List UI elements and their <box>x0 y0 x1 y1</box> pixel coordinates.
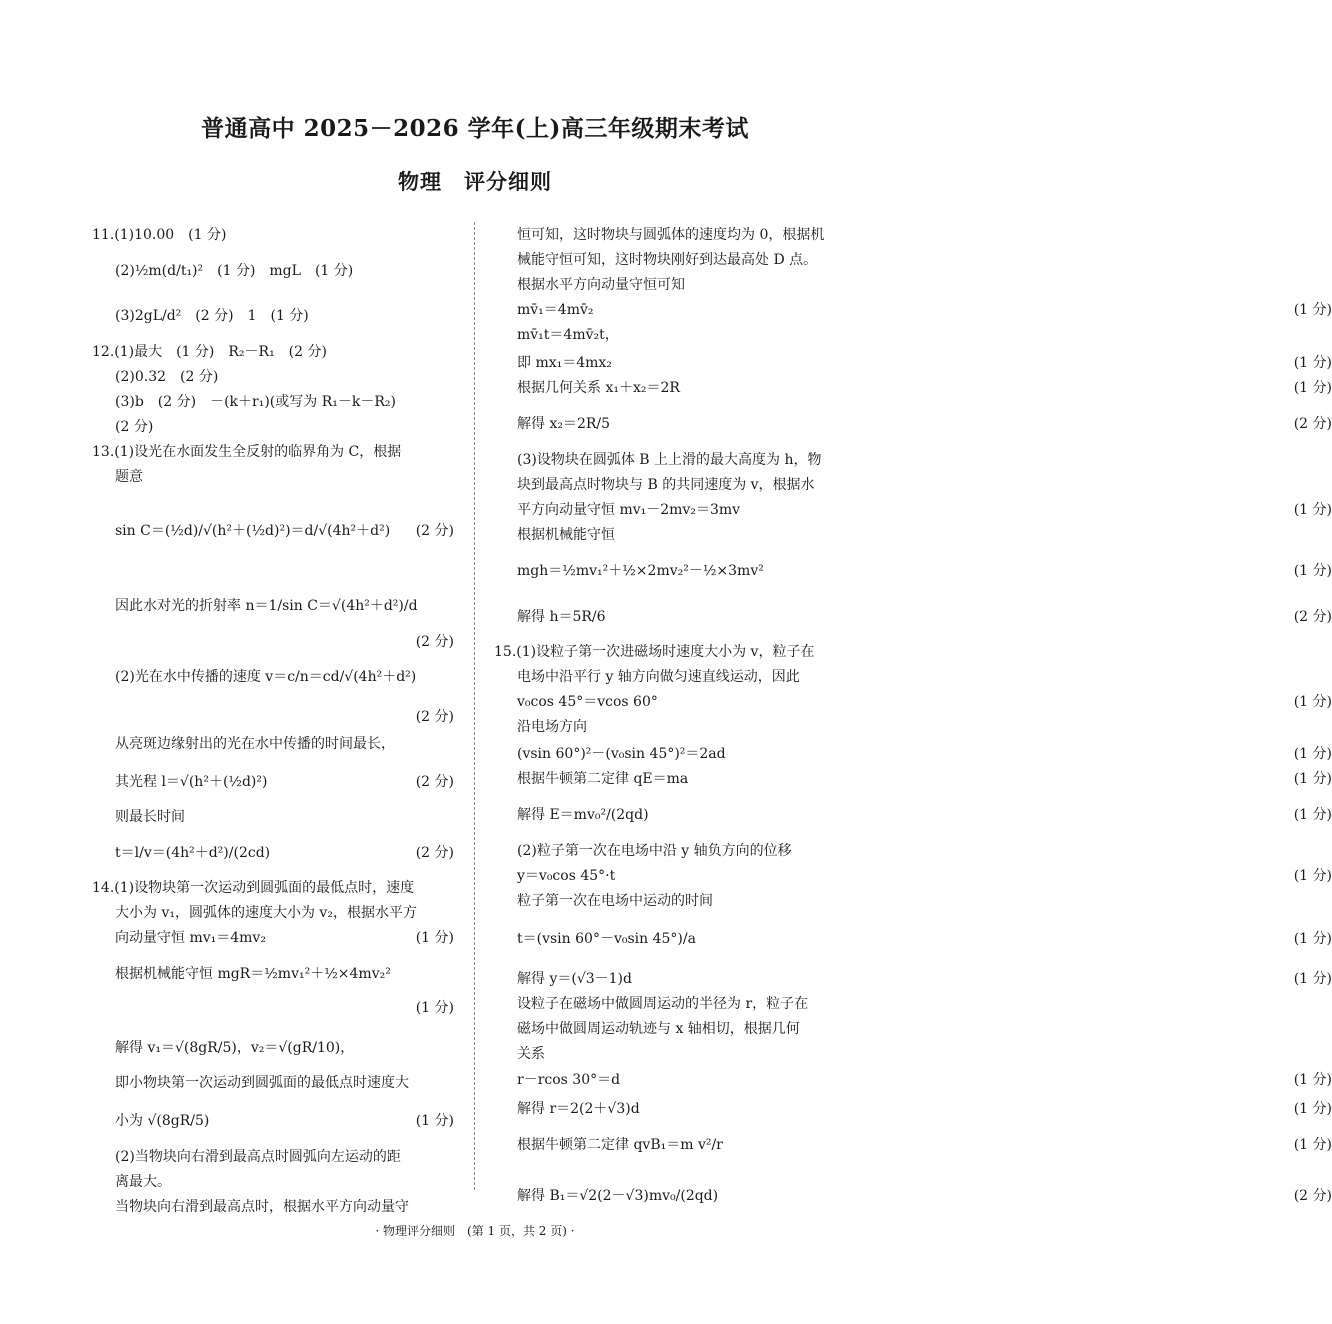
text-line: 则最长时间 <box>115 809 185 825</box>
score-points: (2 分) <box>1293 609 1332 625</box>
text-line: 设粒子在磁场中做圆周运动的半径为 r，粒子在 <box>517 996 809 1012</box>
text-line: 块到最高点时物块与 B 的共同速度为 v，根据水 <box>517 477 815 493</box>
score-points: (1 分) <box>1293 971 1332 987</box>
score-points: (1 分) <box>1293 563 1332 579</box>
score-points: (1 分) <box>1293 502 1332 518</box>
score-points: (1 分) <box>1293 355 1332 371</box>
text-line: 15.(1)设粒子第一次进磁场时速度大小为 v，粒子在 <box>494 644 815 660</box>
text-line: sin C＝(½d)/√(h²＋(½d)²)＝d/√(4h²＋d²) <box>115 523 391 539</box>
text-line: 13.(1)设光在水面发生全反射的临界角为 C，根据 <box>92 444 402 460</box>
text-line: (2)光在水中传播的速度 v＝c/n＝cd/√(4h²＋d²) <box>115 669 417 685</box>
score-points: (1 分) <box>1293 807 1332 823</box>
text-line: 械能守恒可知，这时物块刚好到达最高处 D 点。 <box>517 252 818 268</box>
score-points: (2 分) <box>415 523 454 539</box>
score-points: (1 分) <box>1293 931 1332 947</box>
score-points: (2 分) <box>415 709 454 725</box>
text-line: (3)2gL/d² (2 分) 1 (1 分) <box>115 308 309 324</box>
text-line: 根据机械能守恒 <box>517 527 615 543</box>
score-points: (2 分) <box>1293 416 1332 432</box>
score-points: (1 分) <box>1293 868 1332 884</box>
page-footer: · 物理评分细则 (第 1 页，共 2 页) · <box>375 1224 575 1238</box>
score-points: (1 分) <box>1293 1072 1332 1088</box>
score-points: (1 分) <box>1293 694 1332 710</box>
text-line: 大小为 v₁，圆弧体的速度大小为 v₂，根据水平方 <box>115 905 417 921</box>
text-line: 解得 B₁＝√2(2－√3)mv₀/(2qd) <box>517 1188 719 1204</box>
text-line: 根据牛顿第二定律 qE＝ma <box>517 771 689 787</box>
text-line: 关系 <box>517 1046 545 1062</box>
score-points: (1 分) <box>1293 1137 1332 1153</box>
text-line: y＝v₀cos 45°·t <box>517 868 616 884</box>
text-line: 解得 x₂＝2R/5 <box>517 416 611 432</box>
text-line: (3)b (2 分) －(k＋r₁)(或写为 R₁－k－R₂) <box>115 394 396 410</box>
score-points: (2 分) <box>415 845 454 861</box>
text-line: (vsin 60°)²－(v₀sin 45°)²＝2ad <box>517 746 726 762</box>
score-points: (2 分) <box>415 774 454 790</box>
score-points: (1 分) <box>415 1000 454 1016</box>
text-line: 粒子第一次在电场中运动的时间 <box>517 893 713 909</box>
text-line: 即小物块第一次运动到圆弧面的最低点时速度大 <box>115 1075 409 1091</box>
text-line: 解得 r＝2(2＋√3)d <box>517 1101 640 1117</box>
text-line: 即 mx₁＝4mx₂ <box>517 355 612 371</box>
text-line: 根据机械能守恒 mgR＝½mv₁²＋½×4mv₂² <box>115 966 391 982</box>
text-line: 12.(1)最大 (1 分) R₂－R₁ (2 分) <box>92 344 327 360</box>
score-points: (1 分) <box>1293 746 1332 762</box>
text-line: (3)设物块在圆弧体 B 上上滑的最大高度为 h，物 <box>517 452 822 468</box>
score-points: (2 分) <box>415 634 454 650</box>
text-line: 解得 v₁＝√(8gR/5)，v₂＝√(gR/10)， <box>115 1040 355 1056</box>
text-line: 磁场中做圆周运动轨迹与 x 轴相切，根据几何 <box>517 1021 800 1037</box>
text-line: 题意 <box>115 469 143 485</box>
text-line: v₀cos 45°＝vcos 60° <box>517 694 658 710</box>
score-points: (1 分) <box>1293 771 1332 787</box>
score-points: (2 分) <box>1293 1188 1332 1204</box>
text-line: (2)当物块向右滑到最高点时圆弧向左运动的距 <box>115 1149 401 1165</box>
text-line: 小为 √(8gR/5) <box>115 1113 210 1129</box>
text-line: 解得 h＝5R/6 <box>517 609 606 625</box>
text-line: 向动量守恒 mv₁＝4mv₂ <box>115 930 266 946</box>
text-line: r－rcos 30°＝d <box>517 1072 621 1088</box>
text-line: 其光程 l＝√(h²＋(½d)²) <box>115 774 268 790</box>
text-line: (2)粒子第一次在电场中沿 y 轴负方向的位移 <box>517 843 792 859</box>
text-line: 解得 y＝(√3－1)d <box>517 971 632 987</box>
text-line: 根据几何关系 x₁＋x₂＝2R <box>517 380 680 396</box>
text-line: 14.(1)设物块第一次运动到圆弧面的最低点时，速度 <box>92 880 415 896</box>
text-line: 根据牛顿第二定律 qvB₁＝m v²/r <box>517 1137 723 1153</box>
text-line: 11.(1)10.00 (1 分) <box>92 227 227 243</box>
text-line: 根据水平方向动量守恒可知 <box>517 277 685 293</box>
page-subtitle: 物理 评分细则 <box>398 169 552 194</box>
text-line: 电场中沿平行 y 轴方向做匀速直线运动，因此 <box>517 669 800 685</box>
text-line: mgh＝½mv₁²＋½×2mv₂²－½×3mv² <box>517 563 764 579</box>
text-line: 从亮斑边缘射出的光在水中传播的时间最长， <box>115 736 395 752</box>
left-column <box>0 0 474 1324</box>
score-points: (1 分) <box>1293 1101 1332 1117</box>
text-line: 平方向动量守恒 mv₁－2mv₂＝3mv <box>517 502 741 518</box>
score-points: (1 分) <box>1293 380 1332 396</box>
text-line: 因此水对光的折射率 n＝1/sin C＝√(4h²＋d²)/d <box>115 598 418 614</box>
text-line: (2 分) <box>115 419 154 435</box>
text-line: mv̄₁＝4mv̄₂ <box>517 302 594 318</box>
right-column <box>474 0 1332 1324</box>
text-line: 离最大。 <box>115 1174 171 1190</box>
text-line: 沿电场方向 <box>517 719 587 735</box>
text-line: 解得 E＝mv₀²/(2qd) <box>517 807 649 823</box>
text-line: 恒可知，这时物块与圆弧体的速度均为 0，根据机 <box>517 227 825 243</box>
text-line: (2)½m(d/t₁)² (1 分) mgL (1 分) <box>115 263 354 279</box>
score-points: (1 分) <box>415 930 454 946</box>
score-points: (1 分) <box>415 1113 454 1129</box>
text-line: mv̄₁t＝4mv̄₂t， <box>517 327 619 343</box>
text-line: t＝(vsin 60°－v₀sin 45°)/a <box>517 931 696 947</box>
page-title: 普通高中 2025－2026 学年(上)高三年级期末考试 <box>201 115 749 142</box>
text-line: 当物块向右滑到最高点时，根据水平方向动量守 <box>115 1199 409 1215</box>
text-line: (2)0.32 (2 分) <box>115 369 219 385</box>
text-line: t＝l/v＝(4h²＋d²)/(2cd) <box>115 845 271 861</box>
score-points: (1 分) <box>1293 302 1332 318</box>
